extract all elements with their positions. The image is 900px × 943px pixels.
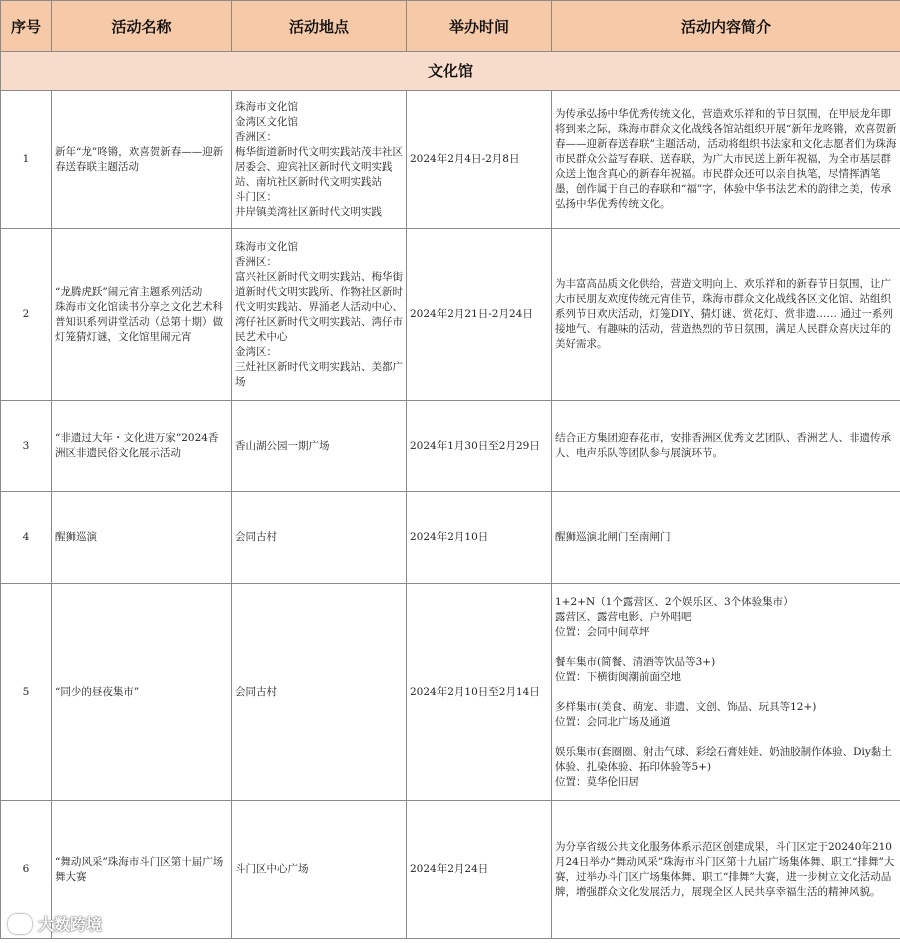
- row-desc: 1+2+N（1个露营区、2个娱乐区、3个体验集市） 露营区、露营电影、户外唱吧 位置：会同中间草坪 餐车集市(简餐、清酒等饮品等3+) 位置：下横街闽潮前面空地 多样集市(美食、萌宠、非遗、文创、饰品、玩具等12+) 位置：会同北广场及通道 娱乐集市(套圈圈、射击气球、彩绘石膏娃娃、奶油胶制作体验、Diy黏土体验、扎染体验、拓印体验等5+) 位置：莫华伦旧居: [552, 584, 900, 801]
- header-desc: 活动内容简介: [552, 1, 900, 52]
- header-time: 举办时间: [407, 1, 552, 52]
- table-row: [1, 801, 900, 939]
- row-desc: 结合正方集团迎春花市，安排香洲区优秀文艺团队、香洲艺人、非遗传承人、电声乐队等团队参与展演环节。: [552, 401, 900, 492]
- row-seq: 6: [1, 801, 52, 939]
- row-time: 2024年2月10日: [407, 492, 552, 584]
- row-desc: 为分享省级公共文化服务体系示范区创建成果，斗门区定于20240年210月24日举办“舞动风采”珠海市斗门区第十九届广场集体舞、职工“排舞”大赛，过举办斗门区广场集体舞、职工“排舞”大赛，进一步树立文化活动品牌，增强群众文化发展活力，展现全区人民共享幸福生活的精神风貌。: [552, 801, 900, 939]
- table-row: [1, 584, 900, 801]
- row-location: 会同古村: [232, 492, 407, 584]
- row-name: “舞动风采”珠海市斗门区第十届广场舞大赛: [52, 801, 232, 939]
- watermark: [8, 912, 102, 935]
- row-location: 珠海市文化馆 香洲区： 富兴社区新时代文明实践站、梅华街道新时代文明实践所、作物社区新时代文明实践站、界涌老人活动中心、湾仔社区新时代文明实践站、湾仔市民艺术中心 金湾区： 三灶社区新时代文明实践站、美都广场: [232, 229, 407, 401]
- row-name: 醒狮巡演: [52, 492, 232, 584]
- row-time: 2024年2月10日至2月14日: [407, 584, 552, 801]
- table-row: [1, 91, 900, 229]
- header-location: 活动地点: [232, 1, 407, 52]
- header-seq: 序号: [1, 1, 52, 52]
- row-name: 新年“龙”咚锵，欢喜贺新春——迎新春送春联主题活动: [52, 91, 232, 229]
- row-name: “龙腾虎跃”闹元宵主题系列活动 珠海市文化馆读书分享之文化艺术科普知识系列讲堂活动（总第十期）做灯笼猜灯谜，文化馆里闹元宵: [52, 229, 232, 401]
- row-name: “非遗过大年・文化进万家”2024香洲区非遗民俗文化展示活动: [52, 401, 232, 492]
- row-location: 会同古村: [232, 584, 407, 801]
- row-time: 2024年1月30日至2月29日: [407, 401, 552, 492]
- row-time: 2024年2月21日-2月24日: [407, 229, 552, 401]
- table-row: [1, 492, 900, 584]
- row-desc: 醒狮巡演北闸门至南闸门: [552, 492, 900, 584]
- table-row: [1, 401, 900, 492]
- header-row: [1, 1, 900, 52]
- row-seq: 3: [1, 401, 52, 492]
- row-seq: 1: [1, 91, 52, 229]
- watermark-text: 大数跨境: [38, 915, 103, 934]
- watermark-logo-icon: [8, 914, 32, 934]
- row-seq: 5: [1, 584, 52, 801]
- section-row: [1, 52, 900, 91]
- row-location: 香山湖公园一期广场: [232, 401, 407, 492]
- row-location: 斗门区中心广场: [232, 801, 407, 939]
- row-desc: 为丰富高品质文化供给，营造文明向上、欢乐祥和的新春节日氛围，让广大市民朋友欢度传统元宵佳节，珠海市群众文化战线各区文化馆、站组织系列节日欢庆活动，灯笼DIY、猜灯谜、赏花灯、赏非遗…… 通过一系列接地气、有趣味的活动，营造热烈的节日氛围，满足人民群众喜庆过年的美好需求。: [552, 229, 900, 401]
- section-title: 文化馆: [1, 52, 900, 91]
- table-row: [1, 229, 900, 401]
- row-seq: 4: [1, 492, 52, 584]
- row-desc: 为传承弘扬中华优秀传统文化，营造欢乐祥和的节日氛围，在甲辰龙年即将到来之际，珠海市群众文化战线各馆站组织开展“新年龙咚锵，欢喜贺新春——迎新春送春联”主题活动，活动将组织书法家和文化志愿者们为珠海市民群众公益写春联、送春联，为广大市民送上新年祝福，为全市基层群众送上饱含真心的新春年祝福。市民群众还可以亲自执笔，尽情挥洒笔墨，创作属于自己的春联和“福”字，体验中华书法艺术的韵律之美，传承弘扬中华优秀传统文化。: [552, 91, 900, 229]
- row-name: “同少的昼夜集市”: [52, 584, 232, 801]
- row-seq: 2: [1, 229, 52, 401]
- row-time: 2024年2月24日: [407, 801, 552, 939]
- header-name: 活动名称: [52, 1, 232, 52]
- row-time: 2024年2月4日-2月8日: [407, 91, 552, 229]
- row-location: 珠海市文化馆 金湾区文化馆 香洲区： 梅华街道新时代文明实践站茂丰社区居委会、迎宾社区新时代文明实践站、南坑社区新时代文明实践站 斗门区： 井岸镇美湾社区新时代文明实践: [232, 91, 407, 229]
